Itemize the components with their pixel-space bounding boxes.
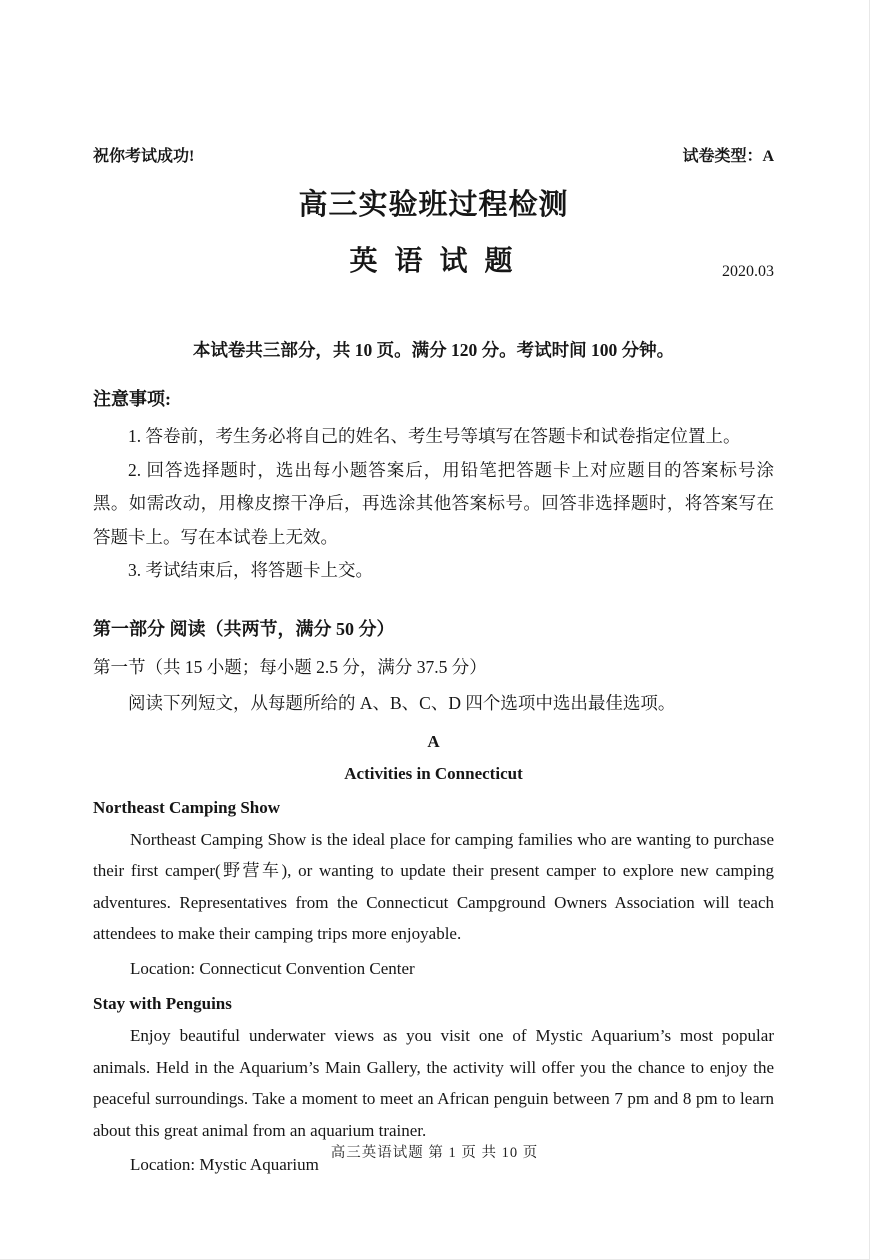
notes-heading: 注意事项:	[93, 389, 171, 409]
reading-instruction: 阅读下列短文，从每题所给的 A、B、C、D 四个选项中选出最佳选项。	[128, 692, 676, 713]
exam-title: 高三实验班过程检测	[298, 189, 569, 221]
passage-title: Activities in Connecticut	[344, 763, 523, 783]
page-footer: 高三英语试题 第 1 页 共 10 页	[330, 1145, 539, 1161]
activity-2-location: Location: Mystic Aquarium	[130, 1155, 319, 1174]
note-item-2: 2. 回答选择题时，选出每小题答案后，用铅笔把答题卡上对应题目的答案标号涂黑。如需改动，用橡皮擦干净后，再选涂其他答案标号。回答非选择题时，将答案写在答题卡上。写在本试卷上无效。	[93, 459, 774, 547]
page-header	[93, 143, 774, 166]
exam-wish-text: 祝你考试成功!	[93, 148, 195, 165]
paper-type-label: 试卷类型：A	[682, 148, 774, 165]
section1-heading: 第一节（共 15 小题；每小题 2.5 分，满分 37.5 分）	[93, 656, 487, 677]
subject-title-row	[93, 239, 774, 281]
activity-1-body: Northeast Camping Show is the ideal place for camping families who are wanting to purchase their first camper(野营车), or wanting to update their present camper to explore new camping adventures. Representatives from the Connecticut Campground Owners Association will teach attendees to make their camping trips more enjoyable.	[93, 829, 774, 943]
exam-date: 2020.03	[722, 263, 774, 280]
passage-label: A	[427, 731, 440, 751]
activity-2-heading: Stay with Penguins	[93, 994, 232, 1013]
part1-heading: 第一部分 阅读（共两节，满分 50 分）	[93, 618, 395, 639]
subject-title: 英 语 试 题	[349, 246, 518, 277]
activity-1-heading: Northeast Camping Show	[93, 797, 281, 817]
exam-summary: 本试卷共三部分，共 10 页。满分 120 分。考试时间 100 分钟。	[192, 340, 675, 360]
note-item-3: 3. 考试结束后，将答题卡上交。	[128, 560, 373, 580]
activity-2-body: Enjoy beautiful underwater views as you visit one of Mystic Aquarium’s most popular animals. Held in the Aquarium’s Main Gallery, the activity will offer you the chance to enjoy the peaceful surroundings. Take a moment to meet an African penguin between 7 pm and 8 pm to learn about this great animal from an aquarium trainer.	[93, 1026, 774, 1140]
activity-block-1	[93, 794, 774, 985]
activity-1-location: Location: Connecticut Convention Center	[130, 958, 415, 978]
note-item-1: 1. 答卷前，考生务必将自己的姓名、考生号等填写在答题卡和试卷指定位置上。	[128, 426, 741, 446]
